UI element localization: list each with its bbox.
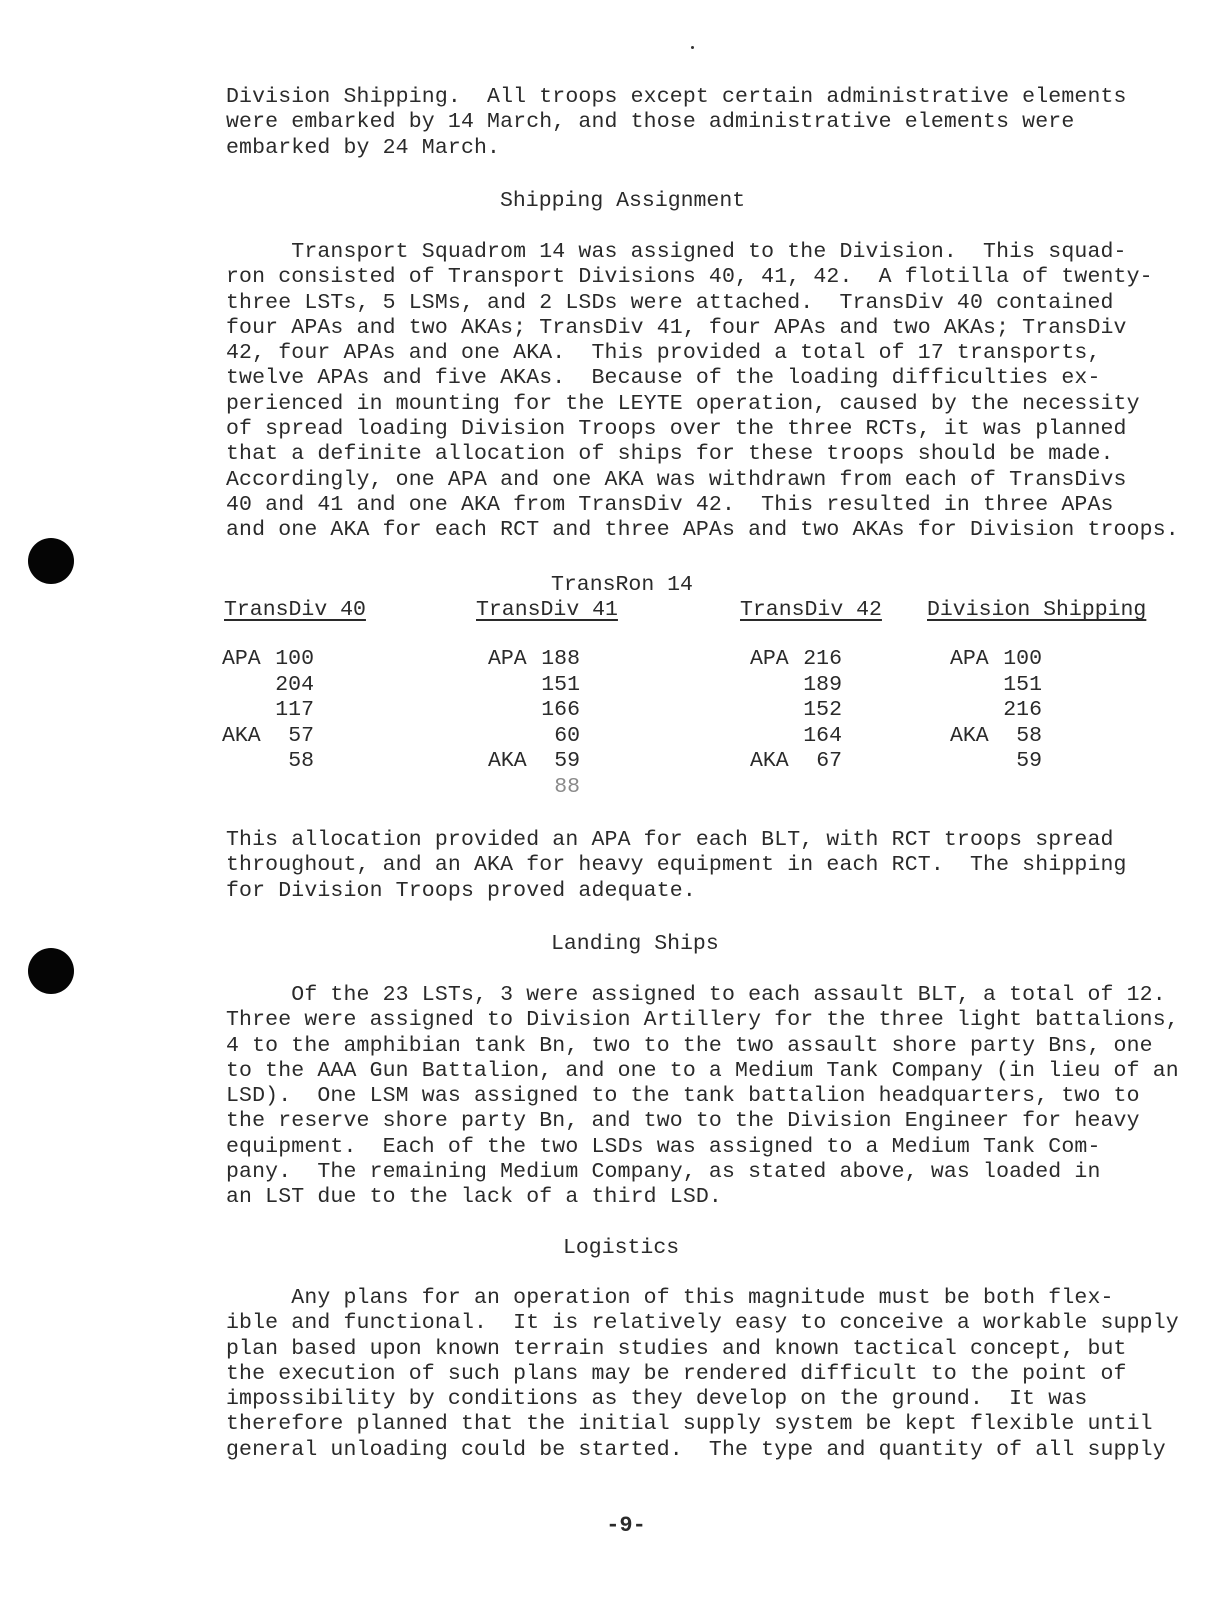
text-line: of spread loading Division Troops over the three RCTs, it was planned <box>226 417 1127 442</box>
table-row <box>222 647 314 673</box>
table-row <box>222 698 314 724</box>
ship-number: 60 <box>554 723 580 748</box>
table-row <box>488 749 580 775</box>
text-line: four APAs and two AKAs; TransDiv 41, four APAs and two AKAs; TransDiv <box>226 315 1127 340</box>
text-line: impossibility by conditions as they develop on the ground. It was <box>226 1387 1088 1412</box>
text-line: three LSTs, 5 LSMs, and 2 LSDs were attached. TransDiv 40 contained <box>226 290 1114 315</box>
text-line: Any plans for an operation of this magnitude must be both flex- <box>226 1286 1114 1310</box>
table-column-division-shipping <box>950 647 1042 775</box>
table-header-transdiv-40: TransDiv 40 <box>224 598 366 622</box>
text-line: 40 and 41 and one AKA from TransDiv 42. This resulted in three APAs <box>226 492 1114 517</box>
text-line: Three were assigned to Division Artillery for the three light battalions, <box>226 1008 1179 1033</box>
table-row <box>488 647 580 673</box>
table-row <box>950 647 1042 673</box>
ship-number: 100 <box>1003 647 1042 671</box>
allocation-paragraph <box>226 828 1156 904</box>
table-column-transdiv-42 <box>750 647 842 775</box>
section-heading-shipping-assignment: Shipping Assignment <box>500 189 746 213</box>
ship-type-label: APA <box>222 647 261 671</box>
text-line: embarked by 24 March. <box>226 135 501 160</box>
landing-ships-paragraph <box>226 983 1179 1211</box>
text-line: therefore planned that the initial supply system be kept flexible until <box>226 1412 1153 1437</box>
ship-type-label: AKA <box>488 749 527 773</box>
text-line: perienced in mounting for the LEYTE operation, caused by the necessity <box>226 391 1140 416</box>
table-row <box>222 749 314 775</box>
table-row <box>750 647 842 673</box>
text-line: LSD). One LSM was assigned to the tank battalion headquarters, two to <box>226 1084 1140 1109</box>
table-group-title: TransRon 14 <box>551 573 693 597</box>
ship-type-label: APA <box>488 647 527 671</box>
table-row <box>950 698 1042 724</box>
paper-speck <box>691 46 694 49</box>
ship-type-label: AKA <box>222 723 261 748</box>
text-line: 42, four APAs and one AKA. This provided a total of 17 transports, <box>226 341 1101 366</box>
text-line: twelve APAs and five AKAs. Because of the loading difficulties ex- <box>226 366 1101 391</box>
shipping-assignment-paragraph <box>226 240 1179 544</box>
text-line: to the AAA Gun Battalion, and one to a Medium Tank Company (in lieu of an <box>226 1058 1179 1083</box>
ship-number: 117 <box>275 698 314 722</box>
section-heading-logistics: Logistics <box>563 1236 680 1260</box>
section-heading-landing-ships: Landing Ships <box>551 932 719 956</box>
ship-type-label: APA <box>750 647 789 671</box>
text-line: were embarked by 14 March, and those administrative elements were <box>226 110 1075 135</box>
ship-number: 151 <box>1003 672 1042 697</box>
text-line: pany. The remaining Medium Company, as stated above, was loaded in <box>226 1160 1101 1185</box>
ship-number: 189 <box>803 672 842 697</box>
table-header-division-shipping: Division Shipping <box>927 598 1147 622</box>
text-line: plan based upon known terrain studies and known tactical concept, but <box>226 1336 1127 1361</box>
logistics-paragraph <box>226 1286 1179 1463</box>
table-row <box>488 673 580 699</box>
text-line: Accordingly, one APA and one AKA was withdrawn from each of TransDivs <box>226 467 1127 492</box>
ship-number: 57 <box>288 723 314 748</box>
text-line: that a definite allocation of ships for these troops should be made. <box>226 442 1114 467</box>
text-line: ible and functional. It is relatively easy to conceive a workable supply <box>226 1311 1179 1336</box>
ship-number: 67 <box>816 749 842 773</box>
ship-number: 100 <box>275 647 314 671</box>
table-row <box>750 724 842 750</box>
text-line: general unloading could be started. The type and quantity of all supply <box>226 1437 1166 1462</box>
ship-number: 216 <box>803 647 842 671</box>
ship-number: 204 <box>275 672 314 697</box>
table-header-transdiv-41: TransDiv 41 <box>476 598 618 622</box>
ship-number: 151 <box>541 672 580 697</box>
ship-number: 58 <box>1016 723 1042 748</box>
ship-number: 59 <box>554 749 580 773</box>
ship-number: 88 <box>554 774 580 799</box>
text-line: This allocation provided an APA for each BLT, with RCT troops spread <box>226 828 1114 852</box>
page-number: -9- <box>606 1513 646 1538</box>
text-line: equipment. Each of the two LSDs was assigned to a Medium Tank Com- <box>226 1134 1101 1159</box>
text-line: Of the 23 LSTs, 3 were assigned to each assault BLT, a total of 12. <box>226 983 1166 1007</box>
table-row <box>950 724 1042 750</box>
text-line: 4 to the amphibian tank Bn, two to the two assault shore party Bns, one <box>226 1033 1153 1058</box>
table-row <box>750 673 842 699</box>
table-row <box>488 698 580 724</box>
ship-number: 166 <box>541 698 580 722</box>
table-header-transdiv-42: TransDiv 42 <box>740 598 882 622</box>
punch-hole-upper <box>28 538 74 584</box>
text-line: an LST due to the lack of a third LSD. <box>226 1185 722 1210</box>
ship-number: 188 <box>541 647 580 671</box>
text-line: ron consisted of Transport Divisions 40, 41, 42. A flotilla of twenty- <box>226 265 1153 290</box>
table-column-transdiv-40 <box>222 647 314 775</box>
table-row <box>222 673 314 699</box>
ship-number: 216 <box>1003 698 1042 722</box>
table-row <box>750 749 842 775</box>
ship-number: 152 <box>803 698 842 722</box>
table-row <box>750 698 842 724</box>
ship-number: 58 <box>288 749 314 773</box>
table-row <box>488 724 580 750</box>
text-line: and one AKA for each RCT and three APAs and two AKAs for Division troops. <box>226 518 1179 543</box>
table-row <box>222 724 314 750</box>
text-line: Transport Squadrom 14 was assigned to the Division. This squad- <box>226 240 1127 264</box>
ship-number: 164 <box>803 723 842 748</box>
punch-hole-lower <box>28 948 74 994</box>
text-line: throughout, and an AKA for heavy equipment in each RCT. The shipping <box>226 853 1127 878</box>
ship-number: 59 <box>1016 749 1042 773</box>
table-column-transdiv-41 <box>488 647 580 800</box>
text-line: for Division Troops proved adequate. <box>226 878 696 903</box>
text-line: the execution of such plans may be rendered difficult to the point of <box>226 1361 1127 1386</box>
ship-type-label: APA <box>950 647 989 671</box>
ship-type-label: AKA <box>750 749 789 773</box>
text-line: the reserve shore party Bn, and two to the Division Engineer for heavy <box>226 1109 1140 1134</box>
intro-paragraph <box>226 85 1156 161</box>
ship-type-label: AKA <box>950 723 989 748</box>
table-row <box>950 673 1042 699</box>
table-row <box>950 749 1042 775</box>
table-row <box>488 775 580 801</box>
text-line: Division Shipping. All troops except certain administrative elements <box>226 85 1127 109</box>
